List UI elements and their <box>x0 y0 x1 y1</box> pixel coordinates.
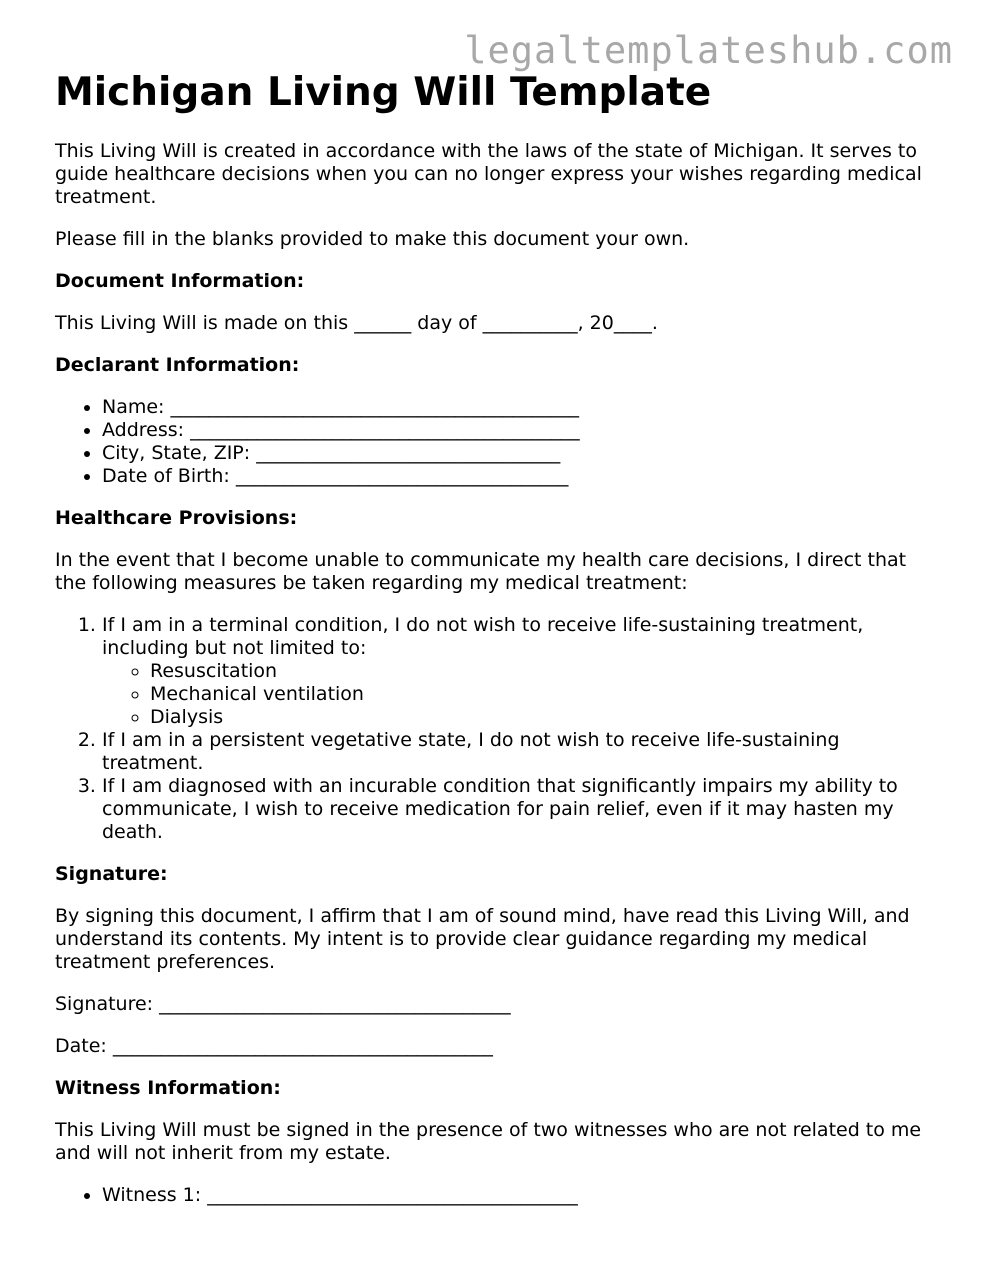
provision-subitem: ◦ Resuscitation <box>150 660 935 683</box>
declarant-name-field: • Name: ___________________________________________ <box>102 396 935 419</box>
declarant-dob-field: • Date of Birth: ___________________________________ <box>102 465 935 488</box>
healthcare-provisions <box>55 614 935 844</box>
date-line: Date: ________________________________________ <box>55 1035 493 1057</box>
signature-paragraph: By signing this document, I affirm that I am of sound mind, have read this Living Will, and understand its contents. My intent is to provide clear guidance regarding my medical treatment preferences. <box>55 905 910 973</box>
healthcare-intro: In the event that I become unable to communicate my health care decisions, I direct that the following measures be taken regarding my medical treatment: <box>55 549 907 594</box>
witness-paragraph: This Living Will must be signed in the presence of two witnesses who are not related to me and will not inherit from my estate. <box>55 1119 922 1164</box>
page-title: Michigan Living Will Template <box>55 70 712 115</box>
declarant-city-field: • City, State, ZIP: ________________________________ <box>102 442 935 465</box>
instructions-paragraph: Please fill in the blanks provided to make this document your own. <box>55 228 690 250</box>
intro-paragraph: This Living Will is created in accordance with the laws of the state of Michigan. It serves to guide healthcare decisions when you can no longer express your wishes regarding medical treatment. <box>55 140 922 208</box>
witness-1-field: • Witness 1: _______________________________________ <box>102 1184 935 1207</box>
witness-fields <box>55 1184 935 1207</box>
provision-item: 2. If I am in a persistent vegetative state, I do not wish to receive life-sustaining treatment. <box>102 729 935 775</box>
declarant-fields <box>55 396 935 488</box>
provision-item: 3. If I am diagnosed with an incurable condition that significantly impairs my ability to communicate, I wish to receive medication for pain relief, even if it may hasten my death. <box>102 775 935 844</box>
provision-subitem: ◦ Dialysis <box>150 706 935 729</box>
document-date-line: This Living Will is made on this ______ day of __________, 20____. <box>55 312 658 334</box>
declarant-address-field: • Address: _________________________________________ <box>102 419 935 442</box>
document-page <box>55 70 935 1226</box>
provision-subitem: ◦ Mechanical ventilation <box>150 683 935 706</box>
witness-heading: Witness Information: <box>55 1077 281 1099</box>
declarant-heading: Declarant Information: <box>55 354 300 376</box>
healthcare-heading: Healthcare Provisions: <box>55 507 298 529</box>
signature-line: Signature: _____________________________________ <box>55 993 511 1015</box>
watermark: legaltemplateshub.com <box>464 29 953 72</box>
signature-heading: Signature: <box>55 863 168 885</box>
provision-sublist <box>102 660 935 729</box>
provision-text: If I am in a terminal condition, I do not wish to receive life-sustaining treatment, including but not limited to: <box>102 614 864 659</box>
provision-item <box>102 614 935 729</box>
document-info-heading: Document Information: <box>55 270 305 292</box>
